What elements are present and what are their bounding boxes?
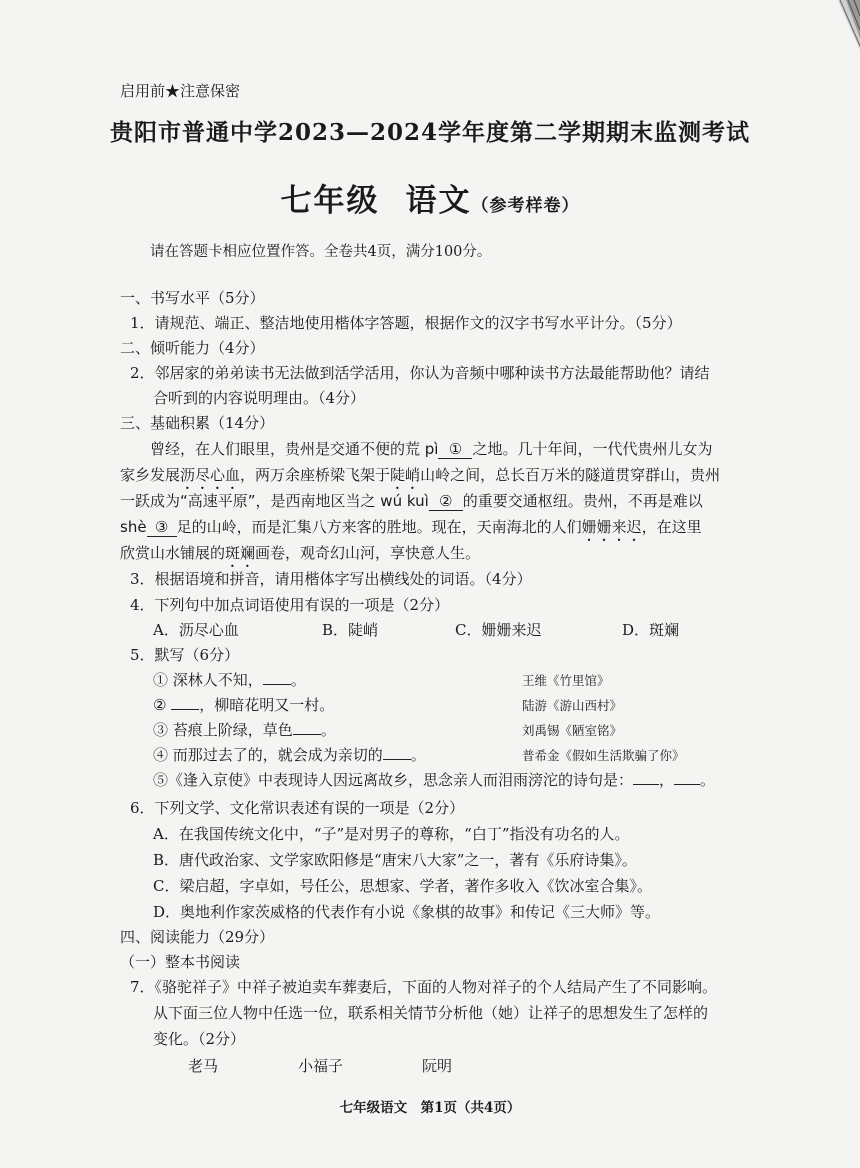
dotted-term-1: 沥尽心血	[180, 466, 241, 484]
dictation-source-2: 陆游《游山西村》	[522, 698, 623, 713]
section-heading-reading: 四、阅读能力（29分）	[120, 928, 275, 946]
q4-option-b: B．陡峭	[322, 621, 379, 639]
question-1: 1．请规范、端正、整洁地使用楷体字答题，根据作文的汉字书写水平计分。（5分）	[130, 314, 682, 332]
question-7-line-3: 变化。（2分）	[153, 1030, 246, 1048]
section-heading-writing: 一、书写水平（5分）	[120, 289, 265, 307]
passage-blank-1: ①	[438, 440, 472, 459]
grade-subject-title	[0, 175, 860, 220]
dictation-source-4: 普希金《假如生活欺骗了你》	[522, 748, 685, 763]
section-heading-listening: 二、倾听能力（4分）	[120, 339, 265, 357]
dictation-source-3: 刘禹锡《陋室铭》	[522, 723, 623, 738]
q6-option-c: C．梁启超，字卓如，号任公，思想家、学者，著作多收入《饮冰室合集》。	[153, 877, 652, 895]
subject-label: 语文	[405, 183, 472, 219]
question-3: 3．根据语境和拼音，请用楷体字写出横线处的词语。（4分）	[130, 570, 532, 588]
passage-line-3: 一跃成为“高速平原”，是西南地区当之 wú kuì ② 的重要交通枢纽。贵州，不再是难以	[120, 492, 703, 510]
question-7-line-2: 从下面三位人物中任选一位，联系相关情节分析他（她）让祥子的思想发生了怎样的	[153, 1004, 709, 1022]
q4-option-a: A．沥尽心血	[153, 621, 239, 639]
exam-title: 贵阳市普通中学2023—2024学年度第二学期期末监测考试	[109, 119, 751, 146]
dictation-blank	[674, 784, 700, 785]
dotted-term-4: 斑斓	[225, 544, 256, 562]
passage-line-4: shè ③ 足的山岭，而是汇集八方来客的胜地。现在，天南海北的人们姗姗来迟，在这里	[120, 518, 702, 536]
dictation-item-2: ② ，柳暗花明又一村。	[153, 696, 335, 714]
question-5: 5．默写（6分）	[130, 646, 240, 664]
dictation-item-5: ⑤《逢入京使》中表现诗人因远离故乡，思念亲人而泪雨滂沱的诗句是： ， 。	[153, 771, 716, 789]
question-6: 6．下列文学、文化常识表述有误的一项是（2分）	[130, 799, 465, 817]
corner-stamp-decoration	[810, 0, 860, 50]
passage-line-1: 曾经，在人们眼里，贵州是交通不便的荒 pì ① 之地。几十年间，一代代贵州儿女为	[150, 440, 713, 458]
question-2-line-1: 2．邻居家的弟弟读书无法做到活学活用，你认为音频中哪种读书方法最能帮助他？请结	[130, 364, 710, 382]
dictation-blank	[293, 734, 321, 735]
dictation-blank	[171, 709, 199, 710]
dictation-item-1: ① 深林人不知， 。	[153, 671, 306, 689]
dictation-item-4: ④ 而那过去了的，就会成为亲切的 。	[153, 746, 426, 764]
question-7-line-1: 7．《骆驼祥子》中祥子被迫卖车葬妻后，下面的人物对祥子的个人结局产生了不同影响。	[130, 978, 718, 996]
section-heading-basics: 三、基础积累（14分）	[120, 414, 275, 432]
dictation-blank	[383, 759, 411, 760]
sample-paper-label: （参考样卷）	[471, 196, 580, 216]
dictation-source-1: 王维《竹里馆》	[522, 673, 610, 688]
q7-name-1: 老马	[188, 1057, 219, 1075]
q6-option-b: B．唐代政治家、文学家欧阳修是“唐宋八大家”之一，著有《乐府诗集》。	[153, 851, 637, 869]
q6-option-a: A．在我国传统文化中，“子”是对男子的尊称，“白丁”指没有功名的人。	[153, 825, 630, 843]
grade-label: 七年级	[280, 183, 380, 219]
confidential-notice: 启用前★注意保密	[120, 82, 241, 100]
question-4: 4．下列句中加点词语使用有误的一项是（2分）	[130, 596, 450, 614]
q4-option-d: D．斑斓	[622, 621, 680, 639]
subsection-whole-book: （一）整本书阅读	[120, 953, 241, 971]
passage-line-2: 家乡发展沥尽心血，两万余座桥梁飞架于陡峭山岭之间，总长百万米的隧道贯穿群山，贵州	[120, 466, 721, 484]
q7-name-2: 小福子	[298, 1057, 344, 1075]
dictation-item-3: ③ 苔痕上阶绿，草色 。	[153, 721, 336, 739]
dotted-term-2: 陡峭	[390, 466, 421, 484]
q4-option-c: C．姗姗来迟	[455, 621, 542, 639]
dotted-term-3: 姗姗来迟	[581, 518, 642, 536]
q7-name-3: 阮明	[422, 1057, 453, 1075]
passage-blank-2: ②	[429, 492, 463, 511]
instructions: 请在答题卡相应位置作答。全卷共4页，满分100分。	[150, 244, 492, 260]
passage-blank-3: ③	[147, 518, 177, 537]
page-footer: 七年级语文 第1页（共4页）	[339, 1100, 521, 1116]
dictation-blank	[633, 784, 659, 785]
question-2-line-2: 合听到的内容说明理由。（4分）	[153, 389, 366, 407]
q6-option-d: D．奥地利作家茨威格的代表作有小说《象棋的故事》和传记《三大师》等。	[153, 903, 661, 921]
dictation-blank	[263, 684, 291, 685]
passage-line-5: 欣赏山水铺展的斑斓画卷，观奇幻山河，享快意人生。	[120, 544, 481, 562]
